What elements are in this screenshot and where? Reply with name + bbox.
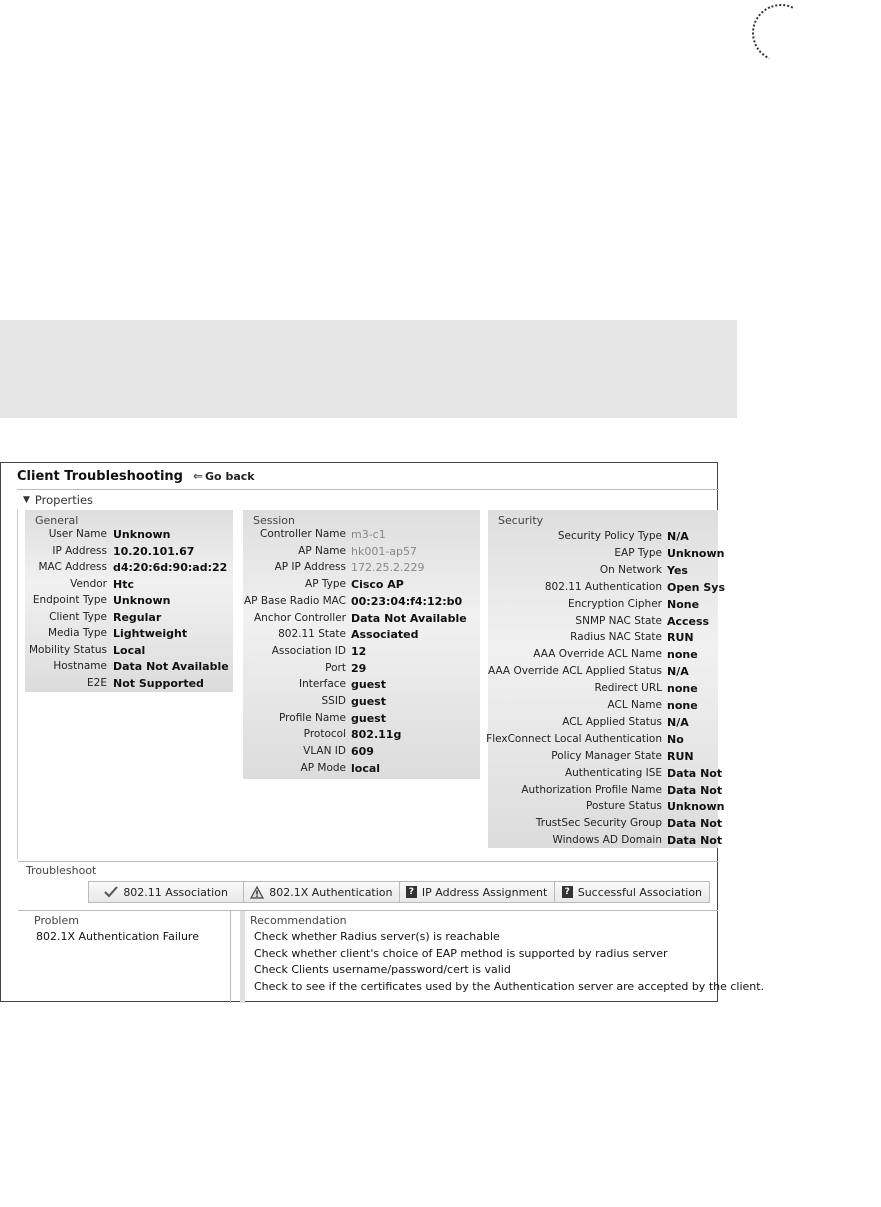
field-label: MAC Address — [38, 561, 107, 573]
step-label: Successful Association — [577, 885, 703, 899]
field-label: SSID — [321, 695, 346, 707]
general-row — [25, 528, 233, 545]
field-value: guest — [351, 695, 386, 708]
field-label: IP Address — [52, 544, 107, 557]
field-label: Client Type — [49, 610, 107, 623]
field-label: Interface — [298, 678, 346, 691]
field-label: AP Name — [298, 544, 346, 557]
session-row — [243, 678, 480, 695]
field-label: Posture Status — [586, 800, 662, 813]
field-value: Data Not — [667, 783, 723, 797]
security-title: Security — [498, 514, 544, 527]
security-row — [488, 800, 725, 817]
general-panel — [25, 510, 233, 692]
field-label: AP IP Address — [274, 561, 346, 574]
recommendation-line: Check whether client's choice of EAP method is supported by radius server — [254, 946, 668, 960]
field-label: E2E — [87, 676, 107, 689]
general-title: General — [35, 514, 79, 527]
step-successful-association[interactable] — [555, 882, 709, 902]
security-row — [488, 682, 718, 699]
field-value: Unknown — [667, 546, 725, 560]
column-divider[interactable] — [240, 911, 245, 1003]
security-row — [488, 631, 718, 648]
field-value: Access — [667, 614, 710, 628]
field-label: AP Mode — [300, 761, 346, 774]
session-row — [243, 645, 480, 662]
security-row — [488, 546, 725, 564]
field-label: Association ID — [271, 644, 346, 657]
security-row — [488, 766, 723, 784]
security-row — [488, 530, 718, 547]
field-label: Controller Name — [260, 528, 346, 540]
dotted-arc-decoration — [744, 0, 818, 70]
field-label: Encryption Cipher — [567, 597, 662, 610]
field-label: FlexConnect Local Authentication — [486, 732, 662, 745]
field-value: 29 — [351, 661, 367, 675]
check-icon — [104, 886, 118, 898]
field-value: Local — [113, 643, 146, 657]
session-row — [243, 528, 480, 545]
problem-recommendation-area — [18, 910, 765, 1002]
general-row — [25, 677, 233, 694]
field-value: guest — [351, 711, 386, 725]
field-label: Windows AD Domain — [552, 834, 662, 847]
field-value: Data Not Available — [113, 660, 229, 673]
field-value: Cisco AP — [351, 578, 404, 592]
step-label: 802.1X Authentication — [269, 885, 393, 899]
session-panel — [243, 510, 480, 779]
go-back-label: Go back — [205, 470, 255, 483]
field-value: Lightweight — [113, 627, 188, 640]
general-row — [25, 611, 233, 628]
field-value: RUN — [667, 749, 694, 763]
step-label: 802.11 Association — [123, 885, 228, 899]
security-row — [488, 564, 718, 581]
field-label: AAA Override ACL Applied Status — [487, 665, 662, 678]
field-value: 802.11g — [351, 728, 402, 742]
field-label: User Name — [48, 528, 107, 540]
step-ip-address-assignment[interactable] — [400, 882, 555, 902]
field-value: m3-c1 — [351, 528, 386, 541]
field-label: EAP Type — [614, 546, 662, 559]
general-row — [25, 545, 233, 562]
field-label: Radius NAC State — [570, 631, 662, 644]
field-value: N/A — [667, 530, 689, 543]
session-row — [243, 628, 480, 645]
back-arrow-icon: ⇐ — [192, 469, 204, 483]
security-row — [488, 665, 718, 682]
gray-band — [0, 320, 737, 418]
security-row — [488, 783, 723, 801]
field-label: SNMP NAC State — [575, 614, 662, 627]
field-label: Port — [325, 661, 346, 674]
security-row — [488, 733, 718, 750]
field-value: No — [667, 732, 684, 746]
field-label: Policy Manager State — [551, 749, 662, 762]
field-label: ACL Applied Status — [562, 715, 662, 728]
field-label: TrustSec Security Group — [535, 817, 662, 830]
field-label: Authenticating ISE — [564, 766, 662, 779]
field-value: hk001-ap57 — [351, 544, 418, 558]
go-back-link[interactable] — [193, 469, 255, 483]
question-icon: ? — [406, 886, 417, 898]
session-row — [243, 561, 480, 578]
field-label: On Network — [599, 563, 662, 576]
recommendation-list — [254, 930, 764, 996]
field-value: Associated — [351, 628, 419, 642]
step-80211-association[interactable] — [89, 882, 244, 902]
field-value: Data Not — [667, 834, 723, 848]
field-label: Endpoint Type — [32, 594, 107, 606]
field-value: 172.25.2.229 — [351, 561, 425, 575]
field-value: 12 — [351, 644, 367, 658]
field-label: Redirect URL — [594, 682, 662, 695]
field-value: None — [667, 597, 700, 611]
field-label: Mobility Status — [28, 643, 107, 656]
field-label: 802.11 State — [278, 628, 346, 641]
security-row — [488, 580, 725, 598]
recommendation-header: Recommendation — [250, 914, 347, 927]
field-label: AP Base Radio MAC — [244, 594, 346, 607]
general-row — [25, 660, 233, 677]
security-row — [488, 598, 718, 615]
field-label: VLAN ID — [303, 745, 346, 758]
field-label: AP Type — [305, 578, 346, 591]
field-value: guest — [351, 678, 386, 692]
field-label: Vendor — [70, 577, 107, 590]
field-label: Profile Name — [279, 711, 346, 724]
problem-text: 802.1X Authentication Failure — [36, 930, 199, 943]
security-row — [488, 648, 718, 665]
session-row — [243, 545, 480, 562]
field-value: Unknown — [667, 800, 725, 814]
question-icon: ? — [562, 886, 573, 898]
page-title: Client Troubleshooting — [17, 469, 183, 484]
security-row — [488, 834, 723, 851]
recommendation-line: Check whether Radius server(s) is reachable — [254, 930, 500, 943]
troubleshoot-label: Troubleshoot — [26, 864, 97, 877]
field-label: Security Policy Type — [557, 530, 662, 542]
problem-column — [18, 911, 231, 1003]
field-value: d4:20:6d:90:ad:22 — [113, 561, 228, 574]
title-row — [17, 469, 255, 484]
properties-label: Properties — [34, 492, 94, 507]
field-value: Open Sys — [667, 580, 725, 594]
session-row — [243, 712, 480, 729]
properties-toggle[interactable] — [17, 489, 719, 509]
session-row — [243, 728, 480, 745]
field-label: 802.11 Authentication — [544, 580, 662, 593]
session-row — [243, 745, 480, 762]
field-value: Htc — [113, 577, 134, 591]
field-value: none — [667, 648, 698, 662]
field-label: Hostname — [53, 660, 107, 672]
troubleshoot-steps — [88, 881, 710, 903]
field-label: ACL Name — [607, 699, 662, 711]
field-value: none — [667, 682, 698, 696]
field-label: Protocol — [303, 728, 346, 741]
field-value: Unknown — [113, 594, 171, 607]
field-value: Regular — [113, 610, 162, 624]
field-label: Media Type — [48, 627, 107, 639]
field-value: 10.20.101.67 — [113, 544, 195, 558]
problem-header: Problem — [34, 914, 79, 927]
field-value: N/A — [667, 715, 689, 729]
session-row — [243, 695, 480, 712]
field-value: 00:23:04:f4:12:b0 — [351, 594, 463, 608]
step-8021x-authentication[interactable] — [244, 882, 399, 902]
field-value: none — [667, 699, 698, 712]
field-value: Unknown — [113, 528, 171, 541]
recommendation-line: Check to see if the certificates used by the Authentication server are accepted by the client. — [254, 979, 765, 993]
security-panel — [486, 510, 725, 848]
general-row — [25, 594, 233, 611]
session-title: Session — [253, 514, 295, 527]
general-row — [25, 578, 233, 595]
session-row — [243, 762, 480, 779]
field-value: Data Not — [667, 817, 723, 831]
session-row — [243, 662, 480, 679]
field-value: RUN — [667, 631, 694, 645]
field-value: Not Supported — [113, 676, 204, 690]
session-row — [243, 612, 480, 629]
general-row — [25, 627, 233, 644]
general-row — [25, 561, 233, 578]
field-value: 609 — [351, 745, 374, 759]
security-row — [488, 817, 723, 834]
field-label: AAA Override ACL Name — [533, 648, 662, 661]
field-value: Data Not Available — [351, 611, 467, 625]
session-row — [243, 578, 480, 595]
field-value: N/A — [667, 665, 689, 679]
warning-icon — [250, 886, 264, 899]
security-row — [488, 750, 718, 767]
security-row — [488, 716, 718, 733]
troubleshoot-divider — [18, 861, 718, 862]
field-label: Authorization Profile Name — [521, 783, 662, 796]
security-row — [488, 615, 718, 632]
field-value: Yes — [667, 563, 688, 577]
field-value: Data Not — [667, 766, 723, 780]
security-row — [488, 699, 718, 716]
recommendation-line: Check Clients username/password/cert is valid — [254, 963, 511, 976]
general-row — [25, 644, 233, 661]
step-label: IP Address Assignment — [421, 885, 548, 899]
field-value: local — [351, 761, 381, 775]
triangle-down-icon: ▼ — [23, 494, 30, 505]
field-label: Anchor Controller — [254, 611, 346, 624]
session-row — [243, 595, 480, 612]
